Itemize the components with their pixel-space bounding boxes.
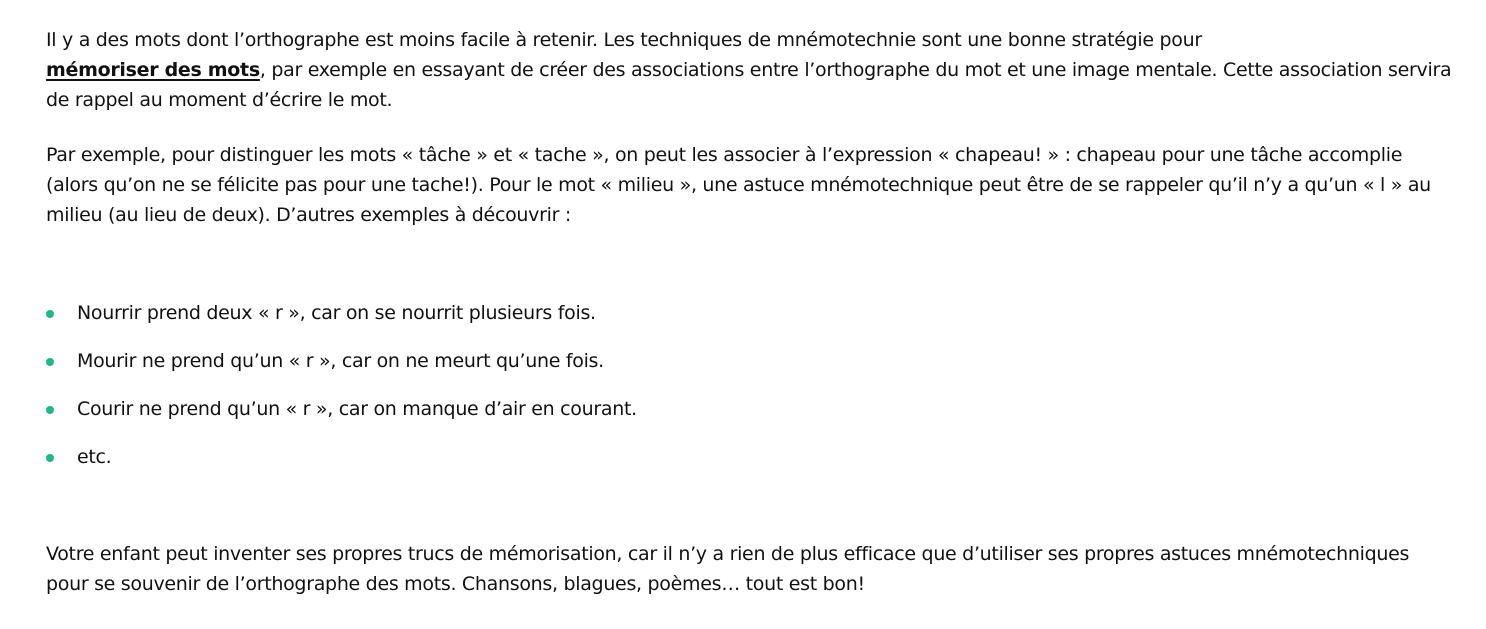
closing-paragraph: Votre enfant peut inventer ses propres trucs de mémorisation, car il n’y a rien de plus efficace que d’utiliser ses propres astuces mnémotechniques pour se souvenir de l’orthographe des mots. Chansons, blagues, poèmes… tout est bon! [46, 543, 1410, 595]
example-paragraph: Par exemple, pour distinguer les mots « tâche » et « tache », on peut les associer à l’expression « chapeau! » : chapeau pour une tâche accomplie (alors qu’on ne se félicite pas pour une tache!). Pour le mot « milieu », une astuce mnémotechnique peut être de se rappeler qu’il n’y a qu’un « l » au milieu (au lieu de deux). D’autres exemples à découvrir : [46, 144, 1431, 226]
list-item-text: Mourir ne prend qu’un « r », car on ne meurt qu’une fois. [77, 350, 604, 372]
list-item [46, 394, 637, 442]
list-item-text: Courir ne prend qu’un « r », car on manque d’air en courant. [77, 398, 637, 420]
intro-text-after-link: , par exemple en essayant de créer des associations entre l’orthographe du mot et une image mentale. Cette association servira de rappel au moment d’écrire le mot. [46, 59, 1452, 111]
bullet-dot-icon [46, 358, 54, 366]
list-item-text: Nourrir prend deux « r », car on se nourrit plusieurs fois. [77, 302, 596, 324]
list-item [46, 298, 637, 346]
list-item [46, 442, 637, 490]
article-body [46, 25, 1456, 230]
bullet-dot-icon [46, 454, 54, 462]
list-item-text: etc. [77, 446, 112, 468]
examples-list [46, 298, 637, 490]
intro-text-before-link: Il y a des mots dont l’orthographe est moins facile à retenir. Les techniques de mnémotechnie sont une bonne stratégie pour [46, 29, 1202, 51]
intro-paragraph [46, 25, 1456, 115]
list-item [46, 346, 637, 394]
memoriser-des-mots-link[interactable]: mémoriser des mots [46, 59, 260, 81]
bullet-dot-icon [46, 310, 54, 318]
bullet-dot-icon [46, 406, 54, 414]
